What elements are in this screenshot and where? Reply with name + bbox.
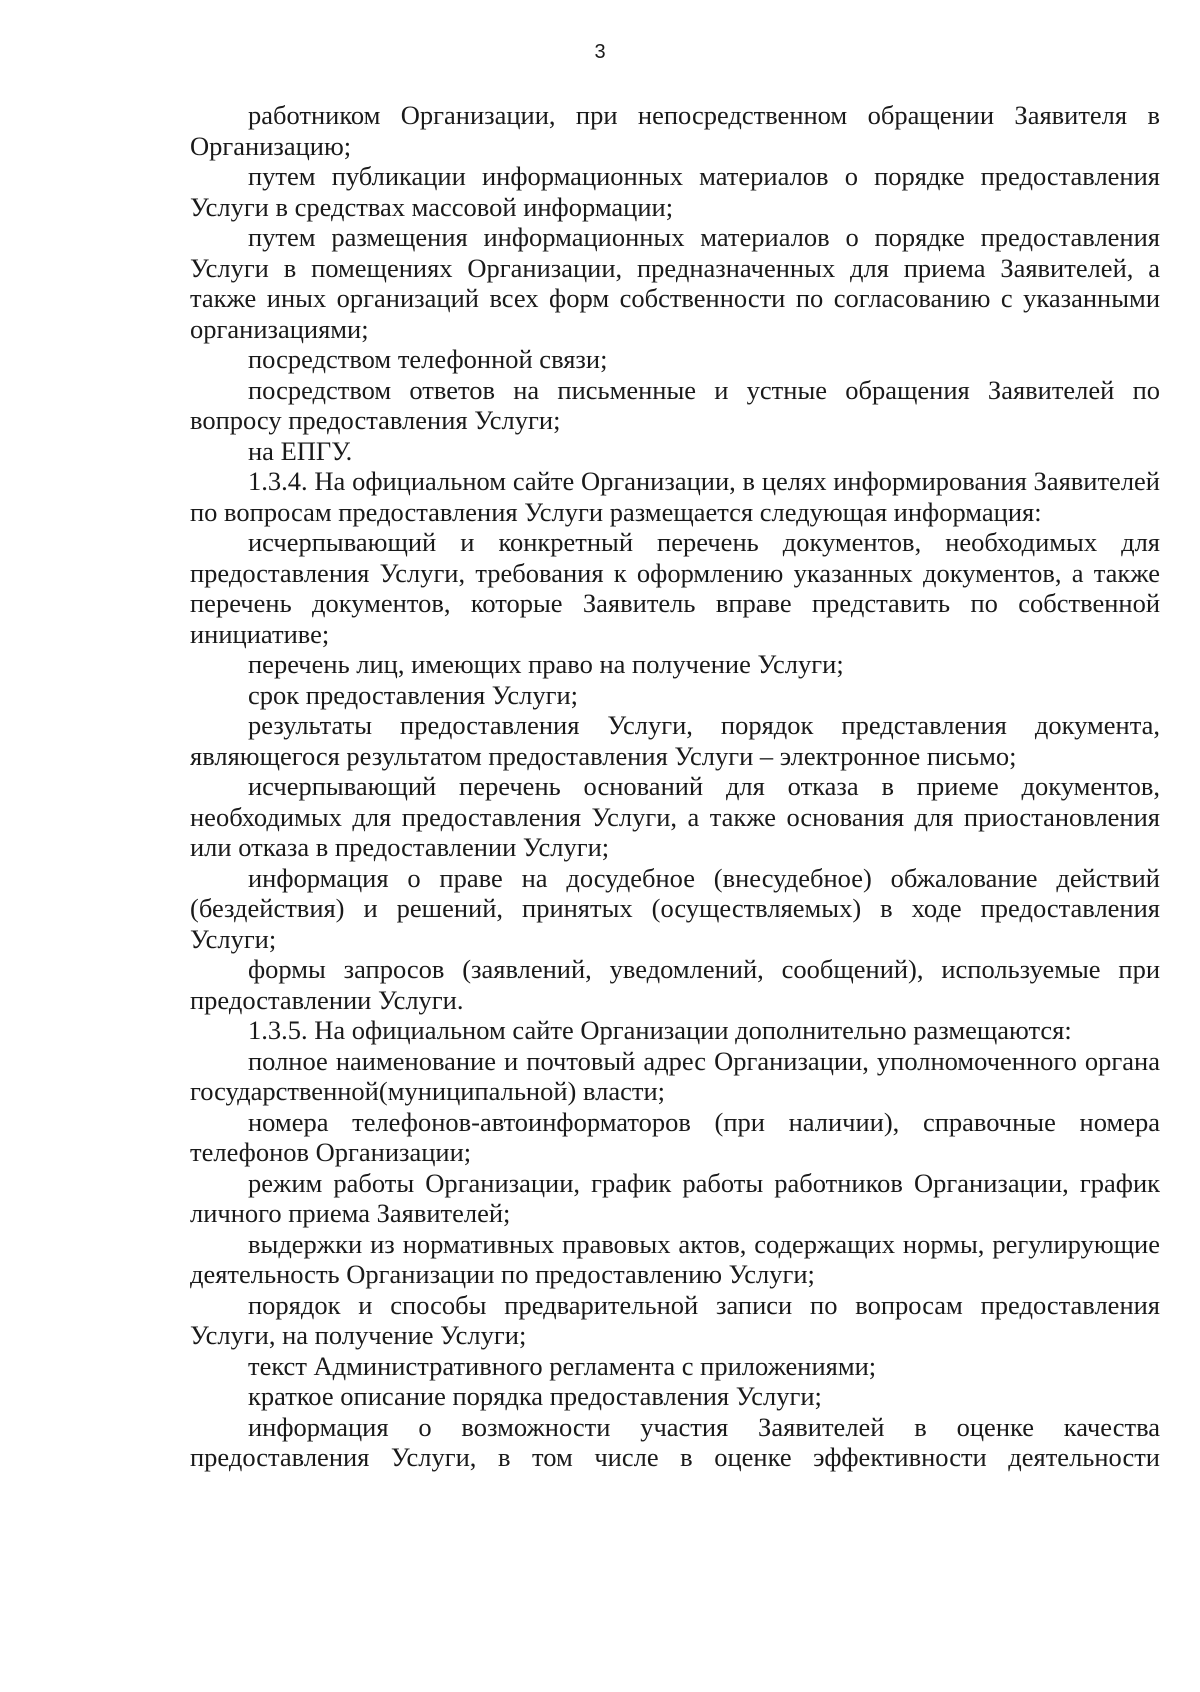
page-number: 3 xyxy=(594,41,606,63)
paragraph: срок предоставления Услуги; xyxy=(248,679,578,710)
document-body xyxy=(190,100,1160,1473)
paragraph: текст Административного регламента с приложениями; xyxy=(248,1350,877,1381)
paragraph: посредством телефонной связи; xyxy=(248,344,608,374)
paragraph: формы запросов (заявлений, уведомлений, сообщений), используемые при предоставлении Услуги. xyxy=(190,954,1160,1015)
paragraph: информация о праве на досудебное (внесудебное) обжалование действий (бездействия) и решений, принятых (осуществляемых) в ходе предоставления Услуги; xyxy=(190,862,1160,954)
paragraph: полное наименование и почтовый адрес Организации, уполномоченного органа государственной(муниципальной) власти; xyxy=(190,1045,1160,1106)
paragraph: номера телефонов-автоинформаторов (при наличии), справочные номера телефонов Организации; xyxy=(190,1106,1160,1167)
paragraph: режим работы Организации, график работы работников Организации, график личного приема Заявителей; xyxy=(190,1167,1160,1228)
paragraph: на ЕПГУ. xyxy=(248,435,353,466)
paragraph: исчерпывающий перечень оснований для отказа в приеме документов, необходимых для предоставления Услуги, а также основания для приостановления или отказа в предоставлении Услуги; xyxy=(190,771,1160,862)
section-paragraph: 1.3.5. На официальном сайте Организации дополнительно размещаются: xyxy=(248,1015,1072,1045)
paragraph: исчерпывающий и конкретный перечень документов, необходимых для предоставления Услуги, требования к оформлению указанных документов, а также перечень документов, которые Заявитель вправе представить по собственной инициативе; xyxy=(190,527,1160,649)
paragraph: работником Организации, при непосредственном обращении Заявителя в Организацию; xyxy=(190,100,1160,161)
paragraph: краткое описание порядка предоставления Услуги; xyxy=(248,1381,822,1411)
paragraph: путем размещения информационных материалов о порядке предоставления Услуги в помещениях Организации, предназначенных для приема Заявителей, а также иных организаций всех форм собственности по согласованию с указанными организациями; xyxy=(190,222,1160,344)
section-paragraph: 1.3.4. На официальном сайте Организации, в целях информирования Заявителей по вопросам предоставления Услуги размещается следующая информация: xyxy=(190,466,1160,527)
paragraph: путем публикации информационных материалов о порядке предоставления Услуги в средствах массовой информации; xyxy=(190,161,1160,222)
paragraph: посредством ответов на письменные и устные обращения Заявителей по вопросу предоставления Услуги; xyxy=(190,374,1160,435)
paragraph: перечень лиц, имеющих право на получение Услуги; xyxy=(248,649,844,679)
paragraph: результаты предоставления Услуги, порядок представления документа, являющегося результатом предоставления Услуги – электронное письмо; xyxy=(190,710,1160,771)
paragraph: порядок и способы предварительной записи по вопросам предоставления Услуги, на получение Услуги; xyxy=(190,1289,1160,1350)
paragraph: выдержки из нормативных правовых актов, содержащих нормы, регулирующие деятельность Организации по предоставлению Услуги; xyxy=(190,1228,1160,1289)
paragraph: информация о возможности участия Заявителей в оценке качества предоставления Услуги, в том числе в оценке эффективности деятельности xyxy=(190,1411,1160,1472)
